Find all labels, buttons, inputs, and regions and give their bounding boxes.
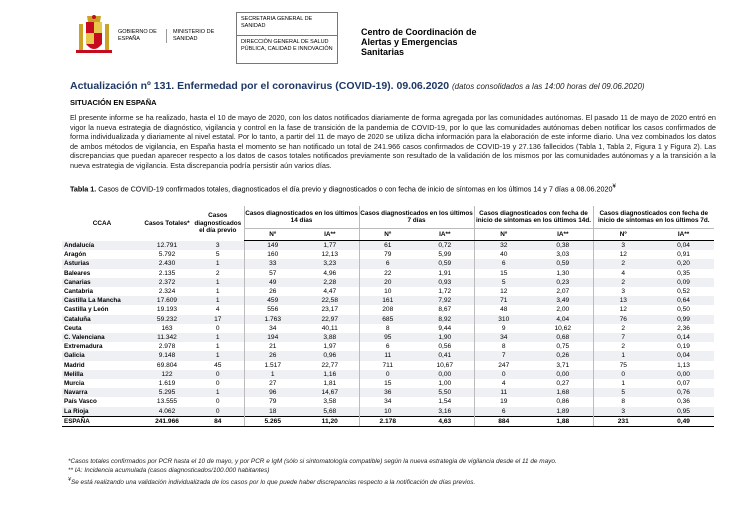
cell-sint14-ia: 0,26 [533,351,593,360]
cell-diag7-ia: 0,41 [416,351,474,360]
cell-diag14-ia: 2,28 [301,278,359,287]
cell-dia-previo: 1 [192,278,244,287]
table-row [62,259,714,268]
cell-casos-totales: 4.062 [142,407,192,417]
table-total-row [62,416,714,426]
table-row [62,397,714,406]
cell-diag7-n: 161 [359,296,416,305]
cell-sint14-n: 310 [474,315,533,324]
cell-sint14-ia: 3,49 [533,296,593,305]
cell-dia-previo: 1 [215,288,220,296]
header-n: Nº [359,229,416,241]
cell-ccaa: Baleares [64,269,91,277]
cell-diag7-n: 61 [359,241,416,251]
cell-diag14-ia: 3,88 [301,333,359,342]
table-row [62,379,714,388]
cell-sint7-ia: 0,00 [653,370,714,379]
cell-sint14-n: 12 [474,287,533,296]
cell-diag7-ia: 1,72 [438,288,452,296]
cell-dia-previo: 84 [192,416,244,426]
government-logo [76,14,226,58]
cell-diag7-n: 208 [359,305,416,314]
cell-casos-totales: 5.295 [142,388,192,397]
cell-diag14-n: 1.517 [244,361,301,370]
table-row [62,269,714,278]
cell-sint14-n: 7 [474,351,533,360]
cell-diag14-ia: 40,11 [321,324,338,332]
cell-diag7-ia: 0,56 [438,343,452,351]
covid-cases-table [62,206,714,427]
cell-sint14-n: 34 [474,333,533,342]
cell-sint7-n: 3 [593,407,653,417]
cell-sint14-ia: 1,88 [533,416,593,426]
report-title-text: Actualización nº 131. Enfermedad por el coronavirus (COVID-19). 09.06.2020 [70,80,450,92]
cell-diag7-ia: 8,67 [438,306,452,314]
cell-ccaa: Cataluña [62,315,142,324]
cell-sint7-ia: 0,19 [677,343,690,351]
cell-casos-totales: 19.193 [156,306,178,314]
cell-dia-previo: 0 [192,407,244,417]
cell-diag14-ia: 3,23 [301,259,359,268]
cell-sint7-n: 75 [593,361,653,370]
cell-diag14-n: 27 [244,379,301,388]
cell-diag14-ia: 14,67 [301,388,359,397]
table-row [62,296,714,305]
cell-casos-totales: 2.324 [158,288,176,296]
header-n: Nº [474,229,533,241]
cell-casos-totales: 11.342 [142,333,192,342]
cell-diag14-ia: 1,77 [301,241,359,251]
cell-diag14-n: 1.763 [244,315,301,324]
cell-casos-totales: 12.791 [142,241,192,251]
cell-sint14-n: 8 [474,342,533,351]
cell-dia-previo: 1 [192,259,244,268]
cell-diag14-ia: 3,58 [323,398,337,406]
cell-sint14-ia: 0,59 [533,259,593,268]
cell-diag7-n: 685 [359,315,416,324]
header-n: Nº [244,229,301,241]
cell-sint14-n: 0 [474,370,533,379]
cell-ccaa: Castilla La Mancha [62,296,142,305]
footnote-validacion-sup: ¥ [68,477,71,483]
cell-sint7-n: 2 [593,259,653,268]
cell-casos-totales: 2.372 [142,278,192,287]
cell-ccaa: Galicia [62,351,142,360]
cell-diag7-n: 711 [359,361,416,370]
table-row [62,342,714,351]
cell-sint7-ia: 1,13 [677,361,690,369]
cell-sint7-n: 12 [593,250,653,259]
direccion-label: DIRECCIÓN GENERAL DE SALUD PÚBLICA, CALIDAD E INNOVACIÓN [241,39,333,52]
cell-diag7-ia: 10,67 [436,361,453,369]
cell-sint7-n: 76 [593,315,653,324]
header-ia: IA** [301,229,359,241]
cell-diag14-n: 194 [244,333,301,342]
header-n: Nº [593,229,653,241]
cell-diag7-n: 20 [359,278,416,287]
cell-diag14-n: 26 [244,351,301,360]
cell-sint14-ia: 1,30 [556,269,570,277]
cell-casos-totales: 163 [161,324,173,332]
footnote-ia: ** IA: Incidencia acumulada (casos diagnosticados/100.000 habitantes) [68,467,270,474]
cell-diag14-ia: 1,97 [323,343,337,351]
header-ccaa: CCAA [92,219,112,227]
cell-sint7-ia: 0,07 [677,380,690,388]
cell-diag14-n: 96 [244,388,301,397]
cell-diag7-n: 79 [359,250,416,259]
header-sint14: Casos diagnosticados con fecha de inicio de síntomas en los últimos 14d. [474,206,593,229]
cell-ccaa: País Vasco [64,398,97,406]
cell-sint14-ia: 0,38 [533,241,593,251]
cell-sint7-ia: 0,99 [653,315,714,324]
table-row [62,241,714,251]
cell-sint7-n: 1 [593,351,653,360]
cell-sint14-ia: 3,03 [556,251,570,259]
document-header [0,0,732,66]
cell-sint14-n: 9 [474,324,533,333]
cell-dia-previo: 0 [215,324,220,332]
cell-sint7-n: 2 [593,342,653,351]
header-ia: IA** [653,229,714,241]
cell-diag14-n: 160 [244,250,301,259]
cell-casos-totales: 13.555 [156,398,178,406]
cell-diag14-ia: 11,20 [301,416,359,426]
cell-diag7-ia: 9,44 [438,324,452,332]
cell-casos-totales: 2.135 [158,269,176,277]
cell-casos-totales: 122 [142,370,192,379]
cell-sint14-ia: 0,75 [556,343,570,351]
cell-sint7-ia: 0,91 [677,251,690,259]
cell-diag7-ia: 7,92 [416,296,474,305]
cell-diag7-ia: 0,72 [416,241,474,251]
cell-sint7-n: 2 [593,324,653,333]
cell-ccaa: Asturias [62,259,142,268]
cell-ccaa: Extremadura [64,343,103,351]
cell-diag14-n: 79 [244,397,301,406]
cell-diag7-n: 34 [359,397,416,406]
cell-casos-totales: 2.978 [158,343,176,351]
cell-diag7-n: 95 [359,333,416,342]
cell-sint7-n: 0 [593,370,653,379]
cell-sint7-n: 7 [593,333,653,342]
table-row [62,324,714,333]
table-caption-text: Casos de COVID-19 confirmados totales, diagnosticados el día previo y diagnosticados o con fecha de inicio de síntomas en los últimos 14 y 7 días a 08.06.2020 [96,184,613,194]
table-row [62,351,714,360]
cell-sint7-ia: 0,09 [653,278,714,287]
intro-paragraph: El presente informe se ha realizado, hasta el 10 de mayo de 2020, con los datos notificados diariamente de forma agregada por las comunidades autónomas. El pasado 11 de mayo de 2020 entró en vigor la nueva estrategia de diagnóstico, vigilancia y control en la fase de transición de la pandemia de COVID-19, por lo que las comunidades autónomas deben notificar los casos confirmados de forma individualizada y diariamente al nivel estatal. Por lo tanto, a partir del 11 de mayo de 2020 se utiliza dicha información para la elaboración de este informe diario. Una vez combinados los datos de ambos métodos de vigilancia, en España hasta el momento se han notificado un total de 241.966 casos confirmados de COVID-19 y 27.136 fallecidos (Tabla 1, Tabla 2, Figura 1 y Figura 2). Las discrepancias que puedan aparecer respecto a los datos de casos totales notificados previamente son resultado de la validación de los mismos por las comunidades autónomas y a la transición a la nueva estrategia de vigilancia. Esta discrepancia podría persistir aún varios días. [70,113,716,170]
cell-sint14-ia: 10,62 [554,324,572,332]
gobierno-label: GOBIERNO DE ESPAÑA [118,29,157,42]
cell-diag14-n: 149 [244,241,301,251]
cell-diag7-ia: 5,50 [416,388,474,397]
cell-ccaa: Navarra [62,388,142,397]
cell-sint7-n: 231 [593,416,653,426]
secretaria-label: SECRETARIA GENERAL DE SANIDAD [237,13,337,36]
cell-diag14-ia: 22,58 [301,296,359,305]
cell-casos-totales: 1.619 [158,380,176,388]
table-row [62,305,714,314]
cell-sint7-ia: 0,35 [677,269,690,277]
header-dia-previo: Casos diagnosticados el día previo [194,212,242,234]
cell-diag14-ia: 23,17 [321,306,338,314]
table-row [62,333,714,342]
cell-diag7-n: 10 [359,287,416,296]
cell-sint7-ia: 0,49 [653,416,714,426]
header-ia: IA** [416,229,474,241]
centro-label: Centro de Coordinación de Alertas y Emergencias Sanitarias [361,27,477,57]
header-casos-totales: Casos Totales* [144,219,190,227]
cell-ccaa: Castilla y León [64,306,109,314]
cell-sint14-ia: 0,68 [533,333,593,342]
cell-sint14-n: 48 [474,305,533,314]
cell-dia-previo: 1 [192,333,244,342]
cell-dia-previo: 0 [215,380,220,388]
cell-sint14-n: 11 [474,388,533,397]
cell-sint14-n: 32 [474,241,533,251]
cell-diag14-n: 459 [244,296,301,305]
cell-sint14-n: 71 [474,296,533,305]
table-row [62,287,714,296]
cell-sint7-n: 8 [593,397,653,406]
cell-diag14-n: 5.265 [244,416,301,426]
cell-sint7-n: 13 [593,296,653,305]
cell-sint7-ia: 0,04 [653,241,714,251]
table-row [62,388,714,397]
table-row [62,250,714,259]
cell-ccaa: ESPAÑA [62,416,142,426]
cell-diag14-ia: 4,47 [323,288,337,296]
cell-diag7-ia: 0,93 [416,278,474,287]
cell-diag7-ia: 1,54 [438,398,452,406]
table-caption [70,184,616,193]
cell-sint14-ia: 4,04 [533,315,593,324]
cell-ccaa: Murcia [64,380,85,388]
secretaria-box [236,12,338,64]
cell-sint7-n: 12 [593,305,653,314]
cell-diag7-n: 11 [359,351,416,360]
cell-dia-previo: 0 [215,398,220,406]
header-diag14: Casos diagnosticados en los últimos 14 días [244,206,359,229]
ministerio-label: MINISTERIO DE SANIDAD [166,29,233,43]
cell-diag7-ia: 1,91 [438,269,452,277]
cell-diag7-ia: 4,63 [416,416,474,426]
header-diag7: Casos diagnosticados en los últimos 7 días [359,206,474,229]
cell-sint7-ia: 0,52 [677,288,690,296]
cell-dia-previo: 1 [192,388,244,397]
table-row [62,278,714,287]
cell-diag14-n: 57 [244,269,301,278]
cell-sint14-n: 19 [474,397,533,406]
cell-diag7-n: 8 [359,324,416,333]
coat-of-arms-icon [76,14,112,58]
cell-sint14-n: 6 [474,259,533,268]
report-title-note: (datos consolidados a las 14:00 horas del 09.06.2020) [451,82,645,91]
cell-diag14-ia: 12,13 [321,251,338,259]
cell-sint14-ia: 0,27 [556,380,570,388]
cell-dia-previo: 5 [215,251,220,259]
cell-diag14-ia: 22,97 [301,315,359,324]
header-sint7: Casos diagnosticados con fecha de inicio de síntomas en los últimos 7d. [593,206,714,229]
cell-diag14-n: 34 [244,324,301,333]
cell-ccaa: Andalucía [62,241,142,251]
cell-diag7-ia: 5,99 [438,251,452,259]
cell-ccaa: Cantabria [64,288,94,296]
cell-diag7-n: 10 [359,407,416,417]
cell-diag7-n: 0 [359,370,416,379]
cell-sint14-n: 884 [474,416,533,426]
cell-diag7-n: 36 [359,388,416,397]
cell-sint7-ia: 0,04 [653,351,714,360]
cell-diag7-ia: 8,92 [416,315,474,324]
cell-dia-previo: 4 [215,306,220,314]
table-row [62,361,714,370]
cell-diag14-ia: 5,68 [301,407,359,417]
cell-dia-previo: 2 [215,269,220,277]
cell-diag14-ia: 1,16 [301,370,359,379]
cell-diag14-n: 556 [244,305,301,314]
table-row [62,370,714,379]
table-body [62,241,714,427]
cell-sint14-n: 15 [474,269,533,278]
cell-dia-previo: 1 [192,296,244,305]
cell-ccaa: Ceuta [64,324,82,332]
cell-casos-totales: 69.804 [156,361,178,369]
footnote-validacion-text: Se está realizando una validación individualizada de los casos por lo que puede haber discrepancias respecto a la notificación de días previos. [70,479,476,487]
cell-diag14-n: 26 [244,287,301,296]
cell-ccaa: Aragón [64,251,87,259]
cell-diag7-ia: 3,16 [416,407,474,417]
cell-sint7-ia: 0,36 [677,398,690,406]
cell-diag14-n: 18 [244,407,301,417]
header-ia: IA** [533,229,593,241]
table-caption-sup: ¥ [612,184,616,190]
footnote-validacion [68,476,708,487]
cell-sint14-n: 40 [474,250,533,259]
cell-diag14-ia: 1,81 [323,380,337,388]
cell-sint7-ia: 2,36 [677,324,690,332]
cell-diag14-ia: 0,96 [301,351,359,360]
cell-diag7-n: 2.178 [359,416,416,426]
cell-casos-totales: 241.966 [142,416,192,426]
cell-ccaa: Canarias [62,278,142,287]
cell-diag7-n: 6 [359,259,416,268]
report-title [70,80,645,92]
footnote-casos-totales: *Casos totales confirmados por PCR hasta el 10 de mayo, y por PCR e IgM (sólo si sintomatología compatible) según la nueva estrategia de vigilancia desde el 11 de mayo. [68,458,557,465]
cell-diag14-ia: 22,77 [321,361,338,369]
cell-casos-totales: 59.232 [142,315,192,324]
cell-ccaa: C. Valenciana [62,333,142,342]
cell-diag14-n: 1 [244,370,301,379]
table-row [62,407,714,417]
cell-sint7-ia: 0,76 [653,388,714,397]
cell-sint14-n: 5 [474,278,533,287]
cell-sint7-n: 4 [593,269,653,278]
cell-dia-previo: 3 [192,241,244,251]
cell-sint7-ia: 0,14 [653,333,714,342]
cell-diag7-ia: 0,59 [416,259,474,268]
cell-casos-totales: 9.148 [142,351,192,360]
table-row [62,315,714,324]
cell-casos-totales: 2.430 [142,259,192,268]
cell-sint14-n: 6 [474,407,533,417]
cell-sint7-ia: 0,50 [677,306,690,314]
cell-casos-totales: 5.792 [158,251,176,259]
cell-dia-previo: 45 [214,361,222,369]
cell-dia-previo: 17 [192,315,244,324]
cell-sint7-n: 3 [593,241,653,251]
cell-diag7-n: 6 [359,342,416,351]
cell-diag7-ia: 0,00 [416,370,474,379]
cell-dia-previo: 0 [192,370,244,379]
cell-sint14-ia: 1,68 [533,388,593,397]
cell-sint14-ia: 2,00 [556,306,570,314]
cell-sint14-n: 4 [474,379,533,388]
cell-diag14-n: 49 [244,278,301,287]
section-subtitle: SITUACIÓN EN ESPAÑA [70,98,157,107]
cell-sint7-n: 5 [593,388,653,397]
cell-diag14-ia: 4,96 [323,269,337,277]
cell-diag14-n: 21 [244,342,301,351]
cell-dia-previo: 1 [192,351,244,360]
table-caption-label: Tabla 1. [70,184,97,194]
cell-sint14-ia: 2,07 [556,288,570,296]
cell-sint7-ia: 0,95 [653,407,714,417]
cell-diag14-n: 33 [244,259,301,268]
cell-sint14-ia: 1,89 [533,407,593,417]
cell-sint14-ia: 0,86 [556,398,570,406]
cell-diag7-ia: 1,00 [438,380,452,388]
cell-sint7-n: 2 [593,278,653,287]
cell-diag7-n: 15 [359,379,416,388]
cell-sint7-n: 3 [593,287,653,296]
cell-sint7-ia: 0,20 [653,259,714,268]
cell-sint14-n: 247 [474,361,533,370]
cell-sint14-ia: 3,71 [556,361,570,369]
cell-ccaa: La Rioja [62,407,142,417]
cell-sint7-ia: 0,64 [653,296,714,305]
cell-ccaa: Melilla [62,370,142,379]
cell-sint14-ia: 0,23 [533,278,593,287]
cell-ccaa: Madrid [64,361,85,369]
cell-casos-totales: 17.609 [142,296,192,305]
cell-diag7-ia: 1,90 [416,333,474,342]
cell-diag7-n: 22 [359,269,416,278]
cell-sint14-ia: 0,00 [533,370,593,379]
cell-sint7-n: 1 [593,379,653,388]
cell-dia-previo: 1 [215,343,220,351]
